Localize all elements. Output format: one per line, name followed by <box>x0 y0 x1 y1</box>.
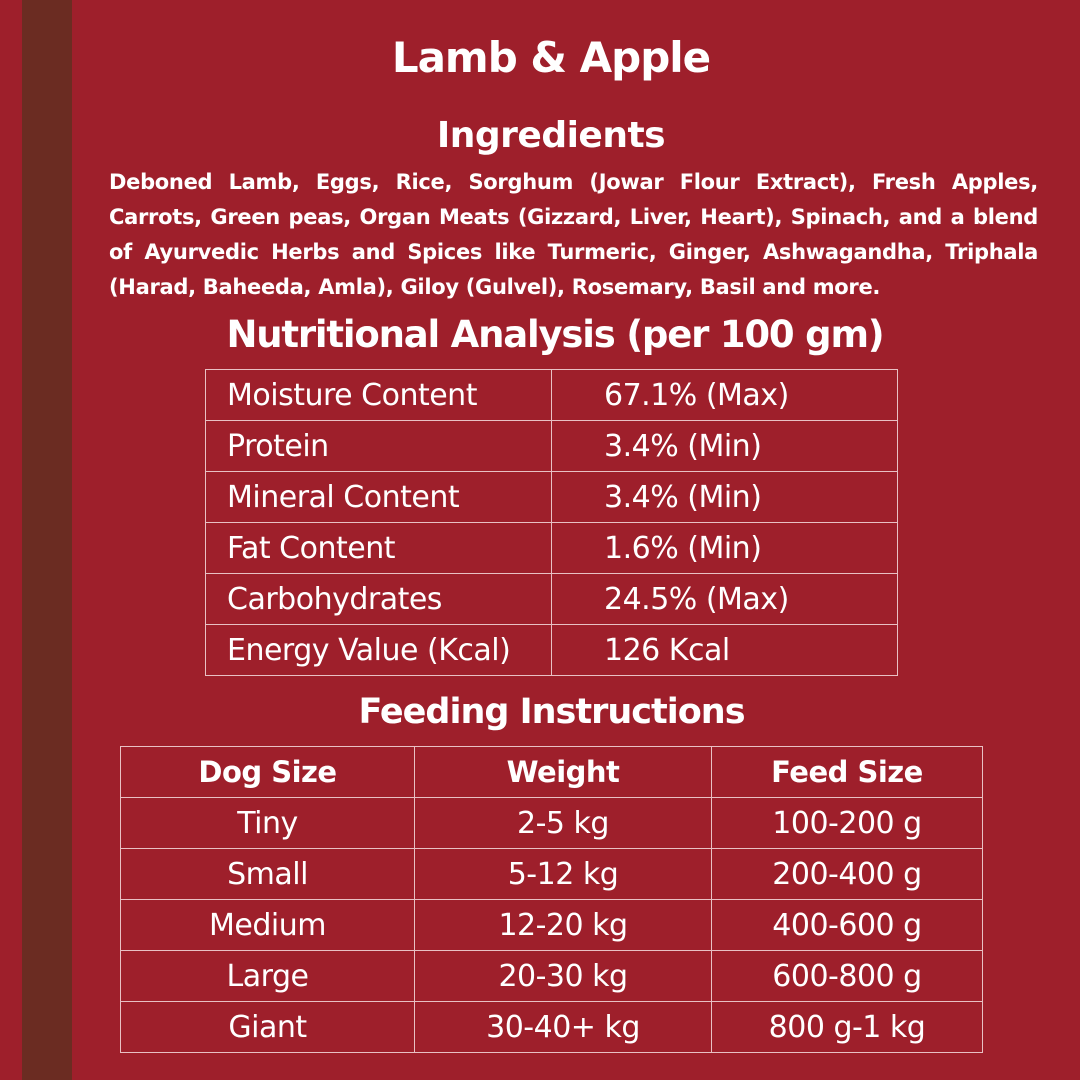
column-header-feed-size: Feed Size <box>712 747 983 798</box>
nutrient-value: 1.6% (Min) <box>552 523 898 574</box>
table-row <box>206 472 898 523</box>
dog-size-cell: Tiny <box>121 798 415 849</box>
column-header-weight: Weight <box>415 747 712 798</box>
table-row <box>206 421 898 472</box>
feed-size-cell: 800 g-1 kg <box>712 1002 983 1053</box>
table-row <box>206 523 898 574</box>
feed-size-cell: 200-400 g <box>712 849 983 900</box>
nutrient-label: Fat Content <box>206 523 552 574</box>
dog-size-cell: Medium <box>121 900 415 951</box>
ingredients-heading: Ingredients <box>436 115 666 156</box>
table-row <box>121 1002 983 1053</box>
nutrition-heading: Nutritional Analysis (per 100 gm) <box>226 313 884 356</box>
nutrient-value: 67.1% (Max) <box>552 370 898 421</box>
table-row <box>121 798 983 849</box>
nutrient-label: Protein <box>206 421 552 472</box>
nutrient-label: Moisture Content <box>206 370 552 421</box>
nutrient-label: Energy Value (Kcal) <box>206 625 552 676</box>
dog-size-cell: Small <box>121 849 415 900</box>
table-row <box>206 574 898 625</box>
ingredients-text: Deboned Lamb, Eggs, Rice, Sorghum (Jowar Flour Extract), Fresh Apples, Carrots, Green peas, Organ Meats (Gizzard, Liver, Heart), Spinach, and a blend of Ayurvedic Herbs and Spices like Turmeric, Ginger, Ashwagandha, Triphala (Harad, Baheeda, Amla), Giloy (Gulvel), Rosemary, Basil and more. <box>109 170 1038 299</box>
weight-cell: 5-12 kg <box>415 849 712 900</box>
left-decorative-band <box>22 0 72 1080</box>
dog-size-cell: Large <box>121 951 415 1002</box>
feeding-table <box>120 746 983 1053</box>
nutrition-table <box>205 369 898 676</box>
product-title: Lamb & Apple <box>391 33 711 82</box>
dog-size-cell: Giant <box>121 1002 415 1053</box>
nutrient-value: 24.5% (Max) <box>552 574 898 625</box>
weight-cell: 2-5 kg <box>415 798 712 849</box>
weight-cell: 30-40+ kg <box>415 1002 712 1053</box>
table-row <box>121 849 983 900</box>
table-row <box>206 370 898 421</box>
feed-size-cell: 400-600 g <box>712 900 983 951</box>
nutrient-value: 3.4% (Min) <box>552 421 898 472</box>
table-row <box>121 951 983 1002</box>
feed-size-cell: 100-200 g <box>712 798 983 849</box>
weight-cell: 12-20 kg <box>415 900 712 951</box>
nutrient-value: 3.4% (Min) <box>552 472 898 523</box>
nutrient-label: Carbohydrates <box>206 574 552 625</box>
column-header-dog-size: Dog Size <box>121 747 415 798</box>
weight-cell: 20-30 kg <box>415 951 712 1002</box>
feed-size-cell: 600-800 g <box>712 951 983 1002</box>
feeding-heading: Feeding Instructions <box>358 692 745 732</box>
nutrient-label: Mineral Content <box>206 472 552 523</box>
nutrient-value: 126 Kcal <box>552 625 898 676</box>
table-row <box>206 625 898 676</box>
table-header-row <box>121 747 983 798</box>
table-row <box>121 900 983 951</box>
